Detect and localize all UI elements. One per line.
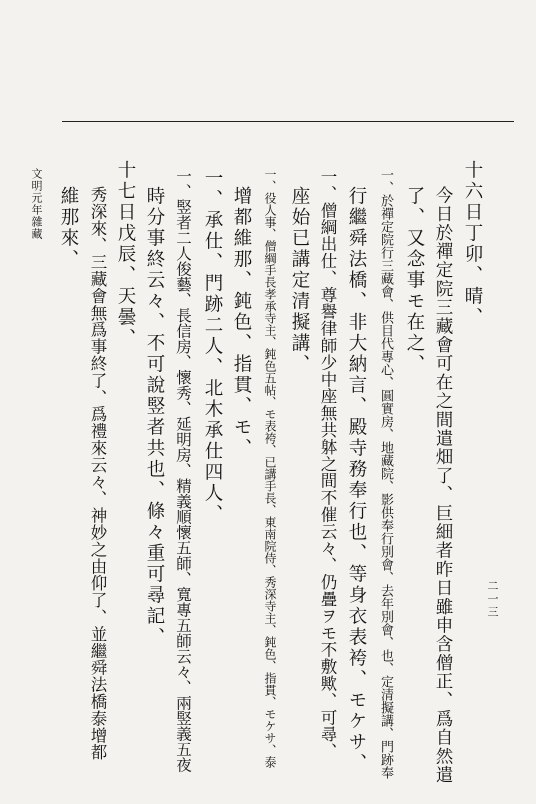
header-rule <box>62 121 514 122</box>
col-1-text: 十六日丁卯、晴、 <box>462 160 483 328</box>
col-5-text: 行繼舜法橋、非大納言、殿寺務奉行也、等身衣表袴、モケサ、 <box>346 186 367 774</box>
col-13-text: 十七日戊辰、天曇、 <box>115 160 136 349</box>
col-8-text: 一、役人事、僧綱手長孝承寺主、鈍色五帖、モ表袴、已講手長、東南院侍、秀深寺主、鈍色、指貫、モケサ、泰 <box>263 168 277 768</box>
text-column-6 <box>316 168 338 760</box>
text-column-13 <box>114 160 136 349</box>
col-15-text: 維那來、 <box>58 186 79 270</box>
text-column-10 <box>201 168 223 525</box>
running-title: 文明元年雜藏 <box>30 168 43 240</box>
text-column-11 <box>172 168 194 773</box>
col-12-text: 時分事終云々、不可說竪者共也、條々重可尋記、 <box>144 186 165 648</box>
page-number: 二一三 <box>486 580 499 619</box>
col-2-text: 今日於禪定院三藏會可在之間遣畑了、巨細者昨日雖申含僧正、爲自然遣 <box>433 186 453 785</box>
text-column-15 <box>57 186 79 270</box>
text-column-3 <box>403 186 425 375</box>
text-column-7 <box>288 186 310 375</box>
text-column-14 <box>86 186 108 761</box>
text-column-9 <box>230 186 252 459</box>
text-column-4 <box>374 168 396 779</box>
col-7-text: 座始已講定清擬講、 <box>289 186 310 375</box>
text-column-2 <box>432 186 454 784</box>
col-6-text: 一、僧綱出仕、尊譽律師少中座無共躰之間不催云々、仍疊ヲモ不敷歟、可尋、 <box>318 168 337 760</box>
text-column-12 <box>143 186 165 648</box>
col-3-text: 了、又念事モ在之、 <box>404 186 425 375</box>
col-14-text: 秀深來、三藏會無爲事終了、爲禮來云々、神妙之由仰了、並繼舜法橋泰增都 <box>88 186 107 761</box>
col-11-text: 一、竪者二人俊藝、長信房、懷秀、延明房、精義順懷五師、寬專五師云々、兩竪義五夜 <box>174 168 192 773</box>
text-column-5 <box>345 186 367 774</box>
col-4-text: 一、於禪定院行三藏會、供目代專心、圓實房、地藏院、影供奉行別會、去年別會、也、定清擬講、門跡奉 <box>378 168 393 779</box>
text-column-1 <box>461 160 483 328</box>
col-10-text: 一、承仕、門跡二人、北木承仕四人、 <box>202 168 223 525</box>
col-9-text: 增都維那、鈍色、指貫、モ、 <box>231 186 252 459</box>
text-column-8 <box>259 168 281 768</box>
